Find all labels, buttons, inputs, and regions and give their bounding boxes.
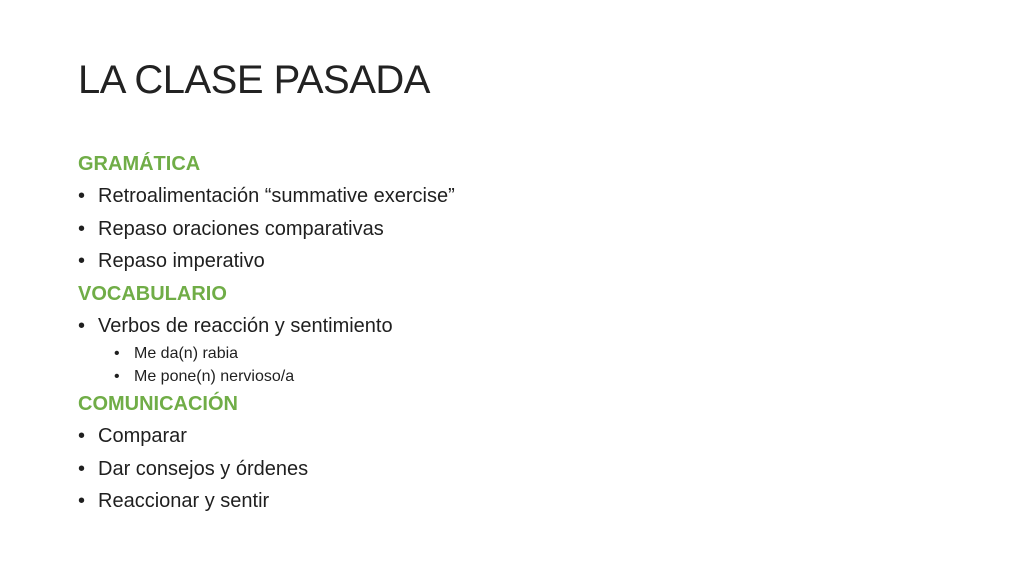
list-item	[78, 182, 958, 215]
list-item	[78, 455, 958, 488]
list-item	[78, 247, 958, 280]
list-item-text: Verbos de reacción y sentimiento	[98, 314, 393, 337]
list-item	[78, 312, 958, 345]
section-heading-vocabulario: VOCABULARIO	[78, 282, 227, 305]
bullet-icon: •	[78, 250, 86, 272]
slide-content	[78, 150, 958, 520]
slide-title: LA CLASE PASADA	[78, 58, 430, 102]
list-item-text: Retroalimentación “summative exercise”	[98, 185, 455, 207]
list-item-text: Dar consejos y órdenes	[98, 457, 309, 480]
bullet-icon: •	[78, 185, 86, 207]
list-item-text: Repaso imperativo	[98, 250, 265, 272]
bullet-icon: •	[78, 314, 86, 337]
sub-list-item-text: Me pone(n) nervioso/a	[134, 368, 295, 385]
section-heading-gramatica: GRAMÁTICA	[78, 153, 201, 175]
sub-list-item-text: Me da(n) rabia	[134, 345, 239, 362]
sub-list-item	[78, 367, 958, 390]
bullet-icon: •	[78, 217, 86, 240]
bullet-icon: •	[114, 368, 120, 385]
bullet-icon: •	[78, 425, 86, 447]
bullet-icon: •	[78, 457, 86, 480]
sub-list-item	[78, 344, 958, 367]
list-item	[78, 422, 958, 455]
bullet-icon: •	[78, 490, 86, 512]
list-item	[78, 487, 958, 520]
list-item	[78, 215, 958, 248]
list-item-text: Reaccionar y sentir	[98, 490, 270, 512]
section-heading-comunicacion: COMUNICACIÓN	[78, 393, 238, 415]
list-item-text: Repaso oraciones comparativas	[98, 217, 384, 240]
bullet-icon: •	[114, 345, 120, 362]
list-item-text: Comparar	[98, 425, 187, 447]
